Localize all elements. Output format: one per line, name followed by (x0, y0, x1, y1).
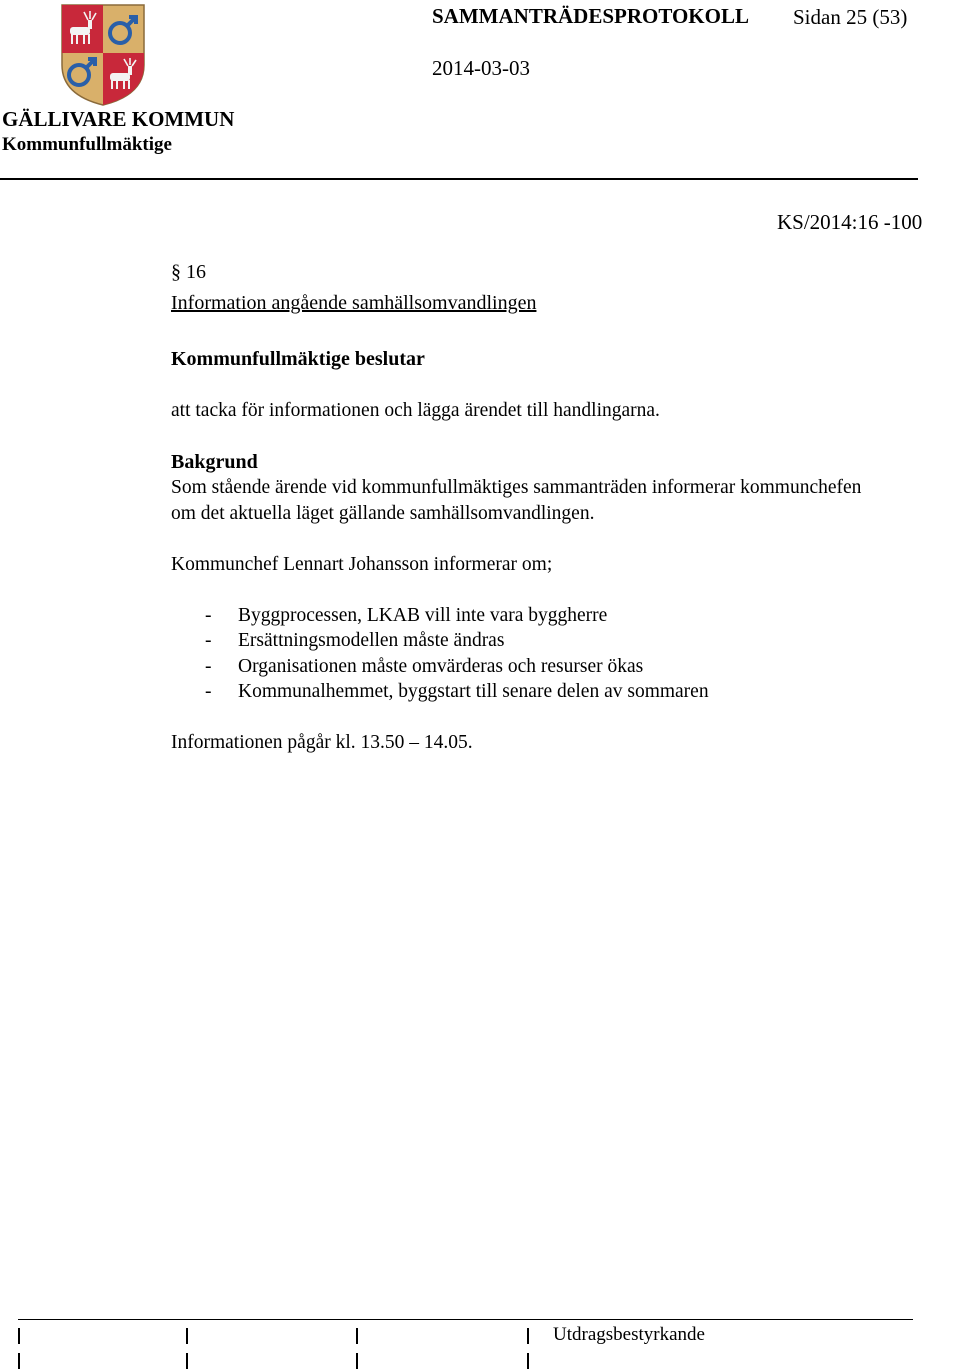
meeting-date: 2014-03-03 (432, 56, 530, 80)
bullet-marker: - (205, 656, 212, 677)
bullet-marker: - (205, 630, 212, 651)
body-name: Kommunfullmäktige (2, 134, 172, 155)
signature-box-divider (186, 1353, 188, 1369)
background-line: Som stående ärende vid kommunfullmäktiges sammanträden informerar kommunchefen (171, 477, 862, 498)
diary-number: KS/2014:16 -100 (777, 210, 923, 234)
list-item: Ersättningsmodellen måste ändras (238, 630, 505, 651)
background-line: om det aktuella läget gällande samhällsomvandlingen. (171, 503, 595, 524)
signature-box-divider (527, 1353, 529, 1369)
header-divider (0, 178, 918, 180)
list-item: Organisationen måste omvärderas och resurser ökas (238, 656, 644, 677)
coat-of-arms-logo (60, 3, 146, 107)
background-heading: Bakgrund (171, 451, 258, 473)
page-indicator (793, 5, 907, 30)
protocol-title: SAMMANTRÄDESPROTOKOLL (432, 4, 749, 28)
section-title: Information angående samhällsomvandlingen (171, 292, 537, 314)
signature-box-divider (18, 1328, 20, 1344)
extract-certification-label: Utdragsbestyrkande (553, 1324, 705, 1345)
closing-text: Informationen pågår kl. 13.50 – 14.05. (171, 732, 473, 753)
bullet-marker: - (205, 605, 212, 626)
decision-text: att tacka för informationen och lägga ärendet till handlingarna. (171, 400, 660, 421)
list-item: Byggprocessen, LKAB vill inte vara byggherre (238, 605, 608, 626)
page-total: (53) (872, 5, 908, 29)
page-label: Sidan (793, 5, 841, 29)
signature-box-divider (186, 1328, 188, 1344)
section-number: § 16 (171, 261, 206, 283)
footer-divider (18, 1319, 913, 1320)
bullet-marker: - (205, 681, 212, 702)
report-intro: Kommunchef Lennart Johansson informerar om; (171, 554, 553, 575)
list-item: Kommunalhemmet, byggstart till senare delen av sommaren (238, 681, 709, 702)
section-symbol: § (171, 261, 181, 283)
page-number: 25 (846, 5, 868, 29)
municipality-name: GÄLLIVARE KOMMUN (2, 107, 235, 131)
signature-box-divider (356, 1353, 358, 1369)
decision-heading: Kommunfullmäktige beslutar (171, 348, 425, 370)
signature-box-divider (356, 1328, 358, 1344)
signature-box-divider (527, 1328, 529, 1344)
signature-box-divider (18, 1353, 20, 1369)
